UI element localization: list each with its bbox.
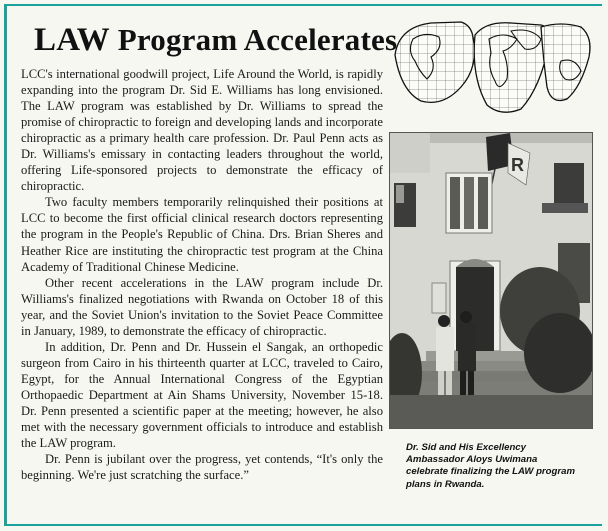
article-headline [34, 22, 397, 59]
photo-caption: Dr. Sid and His Excellency Ambassador Aloys Uwimana celebrate finalizing the LAW program plans in Rwanda. [406, 442, 575, 490]
headline-law: LAW [34, 22, 110, 58]
paragraph-3: Other recent accelerations in the LAW program include Dr. Williams's finalized negotiations with Rwanda on October 18 of this year, and the Soviet Union's invitation to the Soviet Peace Committee in January, 1989, to demonstrate the efficacy of chiropractic. [21, 275, 383, 338]
paragraph-4: In addition, Dr. Penn and Dr. Hussein el Sangak, an orthopedic surgeon from Cairo in his thirteenth quarter at LCC, traveled to Cairo, Egypt, for the Annual International Congress of the Egyptian Orthopaedic Department at Ain Shams University, November 15-18. Dr. Penn presented a scientific paper at the meeting; however, he also met with the necessary government officials to introduce and establish the LAW program. [21, 339, 383, 451]
article-body [21, 66, 383, 483]
paragraph-1: LCC's international goodwill project, Life Around the World, is rapidly expanding into the program Dr. Sid E. Williams has long envisioned. The LAW program was established by Dr. Williams to spread the promise of chiropractic to foreign and developing lands and incorporate chiropractic as a primary health care profession. Dr. Paul Penn acts as Dr. Williams's emissary in contacting leaders throughout the world, offering Life-sponsored projects to demonstrate the efficacy of chiropractic. [21, 67, 383, 194]
world-map-icon [391, 17, 594, 123]
paragraph-5: Dr. Penn is jubilant over the progress, yet contends, “It's only the beginning. We're just scratching the surface.” [21, 452, 383, 483]
svg-text:R: R [511, 155, 524, 175]
headline-rest: Program Accelerates [117, 22, 398, 57]
rwanda-building-photo [389, 132, 593, 429]
photo-illustration [390, 133, 592, 428]
paragraph-2: Two faculty members temporarily relinquished their positions at LCC to become the first official clinical research doctors representing the program in the People's Republic of China. Drs. Brian Sheres and Heather Rice are instituting the chiropractic test program at the China Academy of Traditional Chinese Medicine. [21, 195, 383, 274]
